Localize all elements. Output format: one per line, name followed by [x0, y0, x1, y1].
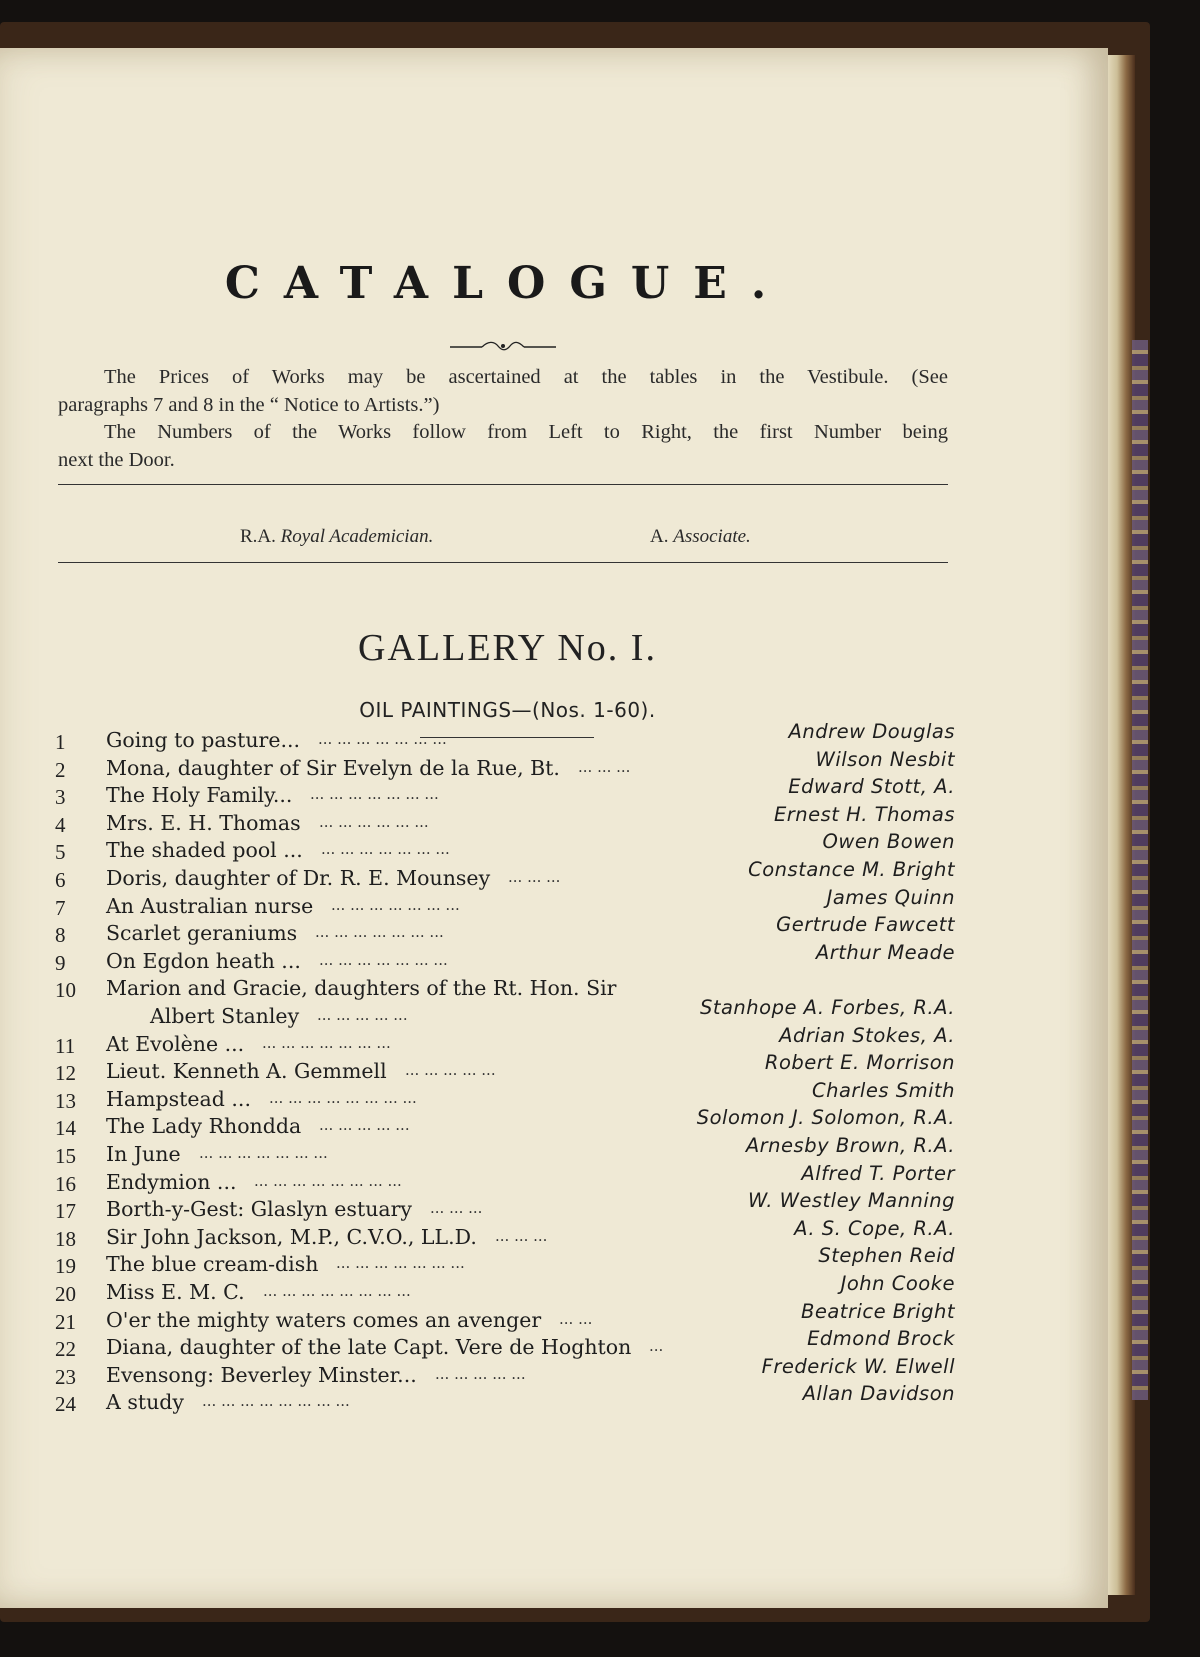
- entry-leader-dots: ... ... ... ... ... ... ...: [315, 923, 444, 942]
- entry-artist: Stanhope A. Forbes, R.A.: [699, 996, 955, 1019]
- catalogue-entry: [0, 858, 955, 892]
- entry-number: 8: [55, 923, 66, 948]
- abbr-a-code: A.: [650, 526, 669, 547]
- entry-title: An Australian nurse: [106, 893, 314, 918]
- entry-number: 2: [55, 757, 66, 782]
- entry-title: The shaded pool ...: [106, 838, 303, 863]
- entry-number: 3: [55, 785, 66, 810]
- entry-artist: John Cooke: [840, 1272, 955, 1295]
- entry-artist: A. S. Cope, R.A.: [794, 1216, 955, 1240]
- entry-leader-dots: ... ... ... ... ... ... ...: [310, 785, 439, 804]
- entry-number: 20: [55, 1282, 76, 1306]
- entry-leader-dots: ... ... ... ... ... ... ...: [331, 895, 460, 914]
- entry-title: Evensong: Beverley Minster...: [106, 1362, 417, 1387]
- entry-leader-dots: ... ... ... ... ...: [405, 1061, 496, 1080]
- entry-artist: Allan Davidson: [802, 1382, 955, 1406]
- entry-number: 18: [55, 1226, 76, 1251]
- entry-title: Albert Stanley: [150, 1004, 300, 1028]
- entry-title: Miss E. M. C.: [106, 1280, 245, 1304]
- entry-number: 16: [55, 1171, 76, 1196]
- entry-title: In June: [106, 1142, 181, 1166]
- entry-leader-dots: ... ... ...: [578, 757, 631, 776]
- entry-leader-dots: ... ... ... ... ... ... ... ...: [263, 1282, 411, 1300]
- entry-leader-dots: ... ... ... ... ... ... ...: [262, 1033, 391, 1052]
- entry-title: Going to pasture...: [106, 728, 300, 752]
- entry-artist: Owen Bowen: [822, 830, 955, 854]
- entry-leader-dots: ... ... ...: [495, 1226, 548, 1245]
- entry-number: 7: [55, 895, 66, 920]
- entry-leader-dots: ... ... ... ... ... ... ...: [199, 1144, 328, 1162]
- notice-numbers-line1: The Numbers of the Works follow from Left to Right, the first Number being: [104, 421, 948, 443]
- page-title: CATALOGUE.: [224, 258, 791, 309]
- entry-number: 19: [55, 1254, 76, 1279]
- entry-title: A study: [106, 1390, 184, 1415]
- notice-prices-line1: The Prices of Works may be ascertained at the tables in the Vestibule. (See: [104, 366, 948, 388]
- catalogue-entry: [0, 1382, 955, 1417]
- entry-artist: Arthur Meade: [815, 940, 955, 964]
- entry-number: 17: [55, 1199, 76, 1224]
- entry-artist: Adrian Stokes, A.: [779, 1023, 955, 1047]
- section-heading: OIL PAINTINGS—(Nos. 1-60).: [359, 698, 656, 722]
- abbr-a-label: Associate.: [673, 526, 751, 547]
- entry-number: 15: [55, 1144, 76, 1168]
- entry-leader-dots: ... ... ...: [508, 868, 561, 886]
- entry-number: 10: [55, 978, 76, 1003]
- entry-artist: Constance M. Bright: [748, 858, 955, 881]
- entry-artist: Solomon J. Solomon, R.A.: [696, 1106, 955, 1130]
- entry-number: 12: [55, 1061, 76, 1086]
- entry-artist: Ernest H. Thomas: [773, 802, 955, 826]
- entry-title: Lieut. Kenneth A. Gemmell: [106, 1059, 387, 1084]
- entries-list: [0, 48, 1108, 1608]
- page-edge: [1105, 55, 1135, 1595]
- entry-number: 23: [55, 1364, 76, 1389]
- catalogue-entry: [0, 802, 955, 837]
- entry-number: 13: [55, 1088, 76, 1113]
- entry-artist: W. Westley Manning: [748, 1189, 955, 1213]
- entry-number: 1: [55, 730, 66, 754]
- entry-artist: Gertrude Fawcett: [776, 913, 955, 937]
- entry-leader-dots: ... ...: [559, 1309, 593, 1328]
- entry-number: 6: [55, 868, 66, 892]
- entry-leader-dots: ... ... ... ... ...: [435, 1364, 526, 1383]
- entry-number: 9: [55, 950, 66, 975]
- catalogue-entry: [0, 940, 955, 975]
- entry-title: Scarlet geraniums: [106, 921, 298, 946]
- entry-leader-dots: ... ... ...: [430, 1199, 483, 1218]
- entry-title: At Evolène ...: [106, 1031, 245, 1056]
- entry-title: Sir John Jackson, M.P., C.V.O., LL.D.: [106, 1224, 477, 1249]
- notice-numbers-line2: next the Door.: [58, 449, 175, 471]
- gallery-word: GALLERY: [358, 627, 546, 669]
- entry-number: 24: [55, 1392, 76, 1417]
- entry-title: Marion and Gracie, daughters of the Rt. Hon. Sir: [106, 976, 617, 1001]
- entry-leader-dots: ... ... ... ... ... ... ...: [318, 730, 447, 748]
- entry-artist: Stephen Reid: [818, 1244, 955, 1268]
- entry-leader-dots: ... ... ... ... ... ...: [319, 812, 429, 831]
- entry-title: Mona, daughter of Sir Evelyn de la Rue, Bt.: [106, 755, 560, 780]
- entry-artist: Beatrice Bright: [800, 1299, 955, 1323]
- entry-number: 14: [55, 1116, 76, 1141]
- notice-prices-line2: paragraphs 7 and 8 in the “ Notice to Artists.”): [58, 394, 440, 416]
- spine-band: [1132, 340, 1148, 1400]
- entry-leader-dots: ... ... ... ... ... ... ... ...: [269, 1088, 417, 1107]
- entry-title: Hampstead ...: [106, 1086, 251, 1111]
- entry-title: The blue cream-dish: [106, 1252, 319, 1277]
- entry-artist: Frederick W. Elwell: [761, 1354, 955, 1378]
- entry-leader-dots: ... ... ... ... ... ... ...: [319, 950, 448, 969]
- entry-artist: Andrew Douglas: [788, 720, 955, 743]
- entry-leader-dots: ... ... ... ... ... ... ...: [336, 1254, 465, 1273]
- entry-artist: Charles Smith: [811, 1078, 955, 1102]
- entry-number: 21: [55, 1309, 76, 1334]
- entry-artist: Edmond Brock: [807, 1327, 955, 1351]
- entry-artist: Wilson Nesbit: [815, 747, 955, 771]
- entry-leader-dots: ... ... ... ... ... ... ... ...: [202, 1392, 350, 1411]
- entry-artist: Edward Stott, A.: [788, 775, 955, 799]
- abbr-ra-label: Royal Academician.: [280, 526, 434, 547]
- catalogue-entry: [0, 913, 955, 948]
- entry-artist: Alfred T. Porter: [801, 1161, 955, 1185]
- entry-title: The Holy Family...: [106, 783, 293, 808]
- entry-number: 5: [55, 840, 66, 865]
- entry-number: 4: [55, 812, 66, 837]
- entry-title: Endymion ...: [106, 1169, 237, 1194]
- entry-title: Borth-y-Gest: Glaslyn estuary: [106, 1197, 412, 1222]
- entry-title: Diana, daughter of the late Capt. Vere de Hoghton: [106, 1335, 632, 1360]
- entry-title: Mrs. E. H. Thomas: [106, 810, 301, 835]
- entry-leader-dots: ...: [649, 1337, 664, 1356]
- catalogue-entry: [0, 1244, 955, 1279]
- catalogue-page: [0, 48, 1108, 1608]
- entry-title: Doris, daughter of Dr. R. E. Mounsey: [106, 866, 491, 890]
- entry-artist: James Quinn: [826, 885, 955, 909]
- entry-title: On Egdon heath ...: [106, 948, 301, 973]
- entry-leader-dots: ... ... ... ... ... ... ...: [321, 840, 450, 859]
- entry-artist: Arnesby Brown, R.A.: [745, 1134, 955, 1157]
- abbr-ra-code: R.A.: [240, 526, 276, 547]
- entry-leader-dots: ... ... ... ... ...: [317, 1006, 408, 1024]
- entry-artist: Robert E. Morrison: [764, 1051, 955, 1075]
- catalogue-entry: [0, 1216, 955, 1251]
- entry-number: 11: [55, 1033, 76, 1058]
- entry-number: 22: [55, 1337, 76, 1362]
- entry-title: O'er the mighty waters comes an avenger: [106, 1307, 542, 1332]
- catalogue-entry: [0, 720, 955, 754]
- entry-leader-dots: ... ... ... ... ... ... ... ...: [254, 1171, 402, 1190]
- entry-leader-dots: ... ... ... ... ...: [319, 1116, 410, 1135]
- entry-title: The Lady Rhondda: [106, 1114, 302, 1139]
- gallery-number: No. I.: [557, 627, 657, 669]
